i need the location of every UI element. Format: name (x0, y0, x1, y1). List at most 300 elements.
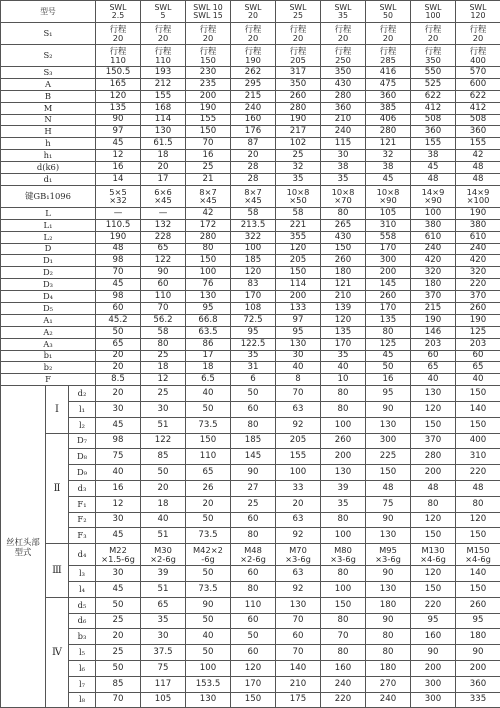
value-cell: 97 (96, 126, 141, 138)
value-line: ×45 (186, 196, 230, 205)
value-cell (321, 185, 366, 207)
param-label: A₂ (1, 326, 96, 338)
value-cell (276, 544, 321, 566)
value-cell (276, 23, 321, 45)
table-row (1, 219, 500, 231)
table-row (1, 267, 500, 279)
value-cell: 280 (366, 126, 411, 138)
value-cell: 70 (141, 303, 186, 315)
value-line: 行程 (231, 25, 275, 34)
value-cell: 130 (366, 582, 411, 598)
value-cell: 80 (321, 402, 366, 418)
value-cell: 120 (96, 90, 141, 102)
value-cell: 160 (411, 629, 456, 645)
value-cell: 155 (456, 138, 500, 150)
value-line: 10×8 (366, 188, 410, 197)
value-cell: 172 (186, 219, 231, 231)
value-cell: 92 (276, 417, 321, 433)
value-cell: 133 (276, 303, 321, 315)
param-label: D₉ (69, 465, 96, 481)
table-row (1, 661, 500, 677)
value-cell: 508 (411, 114, 456, 126)
value-cell: 190 (276, 114, 321, 126)
value-cell: 420 (456, 255, 500, 267)
value-cell: 146 (411, 326, 456, 338)
value-cell: 80 (366, 326, 411, 338)
value-cell: 70 (276, 613, 321, 629)
value-cell: 50 (141, 465, 186, 481)
value-cell: — (96, 207, 141, 219)
model-header (231, 1, 276, 23)
value-cell: 335 (456, 692, 500, 708)
value-cell: 85 (96, 676, 141, 692)
param-label: F₃ (69, 528, 96, 544)
model-header (366, 1, 411, 23)
param-label: b₃ (69, 629, 96, 645)
value-cell: 65 (411, 362, 456, 374)
value-line: ×90 (366, 196, 410, 205)
value-cell: — (141, 207, 186, 219)
value-line: 行程 (276, 25, 320, 34)
value-cell: 58 (276, 207, 321, 219)
param-label: d₆ (69, 613, 96, 629)
param-label: D (1, 243, 96, 255)
value-cell: 310 (366, 219, 411, 231)
param-label: b₂ (1, 362, 96, 374)
value-cell: 430 (321, 78, 366, 90)
value-line: 行程 (141, 25, 185, 34)
value-cell: 370 (411, 291, 456, 303)
value-line: 20 (96, 34, 140, 43)
value-cell: 160 (231, 114, 276, 126)
value-cell: 190 (456, 314, 500, 326)
value-line: 行程 (321, 47, 365, 56)
model-name: SWL (231, 4, 275, 12)
value-cell: 50 (186, 512, 231, 528)
value-cell: 48 (456, 174, 500, 186)
value-cell: 50 (366, 362, 411, 374)
value-cell: 190 (411, 314, 456, 326)
value-cell: 42 (186, 207, 231, 219)
value-cell: 212 (141, 78, 186, 90)
value-cell: 95 (231, 326, 276, 338)
param-label: D₄ (1, 291, 96, 303)
value-cell: 6 (231, 374, 276, 386)
value-cell: 51 (141, 417, 186, 433)
value-line: ×45 (141, 196, 185, 205)
value-cell: 228 (141, 231, 186, 243)
value-cell: 100 (321, 417, 366, 433)
value-line: M150 (456, 546, 500, 555)
value-cell: 40 (411, 374, 456, 386)
value-line: M80 (321, 546, 365, 555)
value-cell: 80 (321, 512, 366, 528)
value-cell: 45 (96, 582, 141, 598)
value-cell (411, 544, 456, 566)
value-cell: 40 (186, 386, 231, 402)
value-line: 行程 (96, 47, 140, 56)
value-cell (141, 23, 186, 45)
value-cell: 122 (141, 255, 186, 267)
value-line: 行程 (321, 25, 365, 34)
table-row (1, 433, 500, 449)
value-cell: 135 (321, 326, 366, 338)
value-cell: 225 (366, 449, 411, 465)
model-size: SWL 15 (186, 12, 230, 20)
value-cell: 610 (411, 231, 456, 243)
value-line: M22 (96, 546, 140, 555)
section-title-line: 型式 (1, 547, 45, 557)
value-cell: 8.5 (96, 374, 141, 386)
value-cell: 17 (186, 350, 231, 362)
value-cell: 95 (186, 303, 231, 315)
value-line: 400 (456, 56, 500, 65)
value-cell: 58 (231, 207, 276, 219)
param-label: D₇ (69, 433, 96, 449)
value-cell: 30 (96, 512, 141, 528)
value-cell: 75 (366, 496, 411, 512)
value-cell: 205 (276, 255, 321, 267)
value-cell: 610 (456, 231, 500, 243)
model-header (96, 1, 141, 23)
value-cell: 17 (141, 174, 186, 186)
value-cell: 28 (231, 162, 276, 174)
value-cell (141, 45, 186, 67)
value-line: M30 (141, 546, 185, 555)
table-row (1, 597, 500, 613)
value-cell: 280 (411, 449, 456, 465)
value-cell: 90 (141, 267, 186, 279)
value-cell: 185 (231, 433, 276, 449)
value-cell: 16 (186, 150, 231, 162)
value-cell: 80 (141, 338, 186, 350)
value-cell (186, 23, 231, 45)
value-cell: 114 (141, 114, 186, 126)
param-label: D₁ (1, 255, 96, 267)
value-cell: 130 (366, 417, 411, 433)
value-cell: 35 (231, 350, 276, 362)
value-cell: 150 (456, 386, 500, 402)
value-cell: 317 (276, 67, 321, 79)
value-cell: 50 (231, 629, 276, 645)
value-cell: 66.8 (186, 314, 231, 326)
value-line: 150 (186, 56, 230, 65)
value-cell (321, 45, 366, 67)
value-cell: 135 (366, 314, 411, 326)
table-row (1, 374, 500, 386)
model-header (321, 1, 366, 23)
model-size: 50 (366, 12, 410, 20)
value-cell: 70 (96, 692, 141, 708)
value-cell (96, 185, 141, 207)
value-cell: 150 (186, 126, 231, 138)
value-line: 行程 (186, 47, 230, 56)
value-cell: 80 (366, 629, 411, 645)
value-cell: 40 (141, 512, 186, 528)
value-cell: 600 (456, 78, 500, 90)
value-cell: 80 (321, 386, 366, 402)
value-cell: 155 (276, 449, 321, 465)
value-cell: 38 (411, 150, 456, 162)
value-line: 8×7 (186, 188, 230, 197)
value-line: 行程 (366, 47, 410, 56)
value-line: ×90 (411, 196, 455, 205)
value-cell: 508 (456, 114, 500, 126)
value-cell: 412 (456, 102, 500, 114)
value-cell: 150 (456, 528, 500, 544)
value-cell: 32 (276, 162, 321, 174)
value-cell: 70 (186, 138, 231, 150)
value-cell: 90 (366, 613, 411, 629)
param-label: N (1, 114, 96, 126)
param-label: M (1, 102, 96, 114)
value-cell: 220 (456, 279, 500, 291)
value-cell: 150 (276, 267, 321, 279)
value-cell: 295 (231, 78, 276, 90)
value-cell: 380 (456, 219, 500, 231)
value-cell: 265 (321, 219, 366, 231)
table-row (1, 629, 500, 645)
value-cell: 20 (96, 629, 141, 645)
value-line: ×4-6g (456, 555, 500, 564)
value-cell (366, 23, 411, 45)
value-line: 行程 (231, 47, 275, 56)
value-cell: 300 (366, 255, 411, 267)
value-cell: 120 (456, 512, 500, 528)
value-cell: 30 (141, 629, 186, 645)
value-cell: 50 (96, 661, 141, 677)
value-cell: 130 (321, 465, 366, 481)
value-cell: 35 (276, 174, 321, 186)
table-row (1, 162, 500, 174)
value-cell: 260 (456, 303, 500, 315)
value-cell: 45 (366, 174, 411, 186)
value-line: 110 (96, 56, 140, 65)
value-cell: 35 (141, 613, 186, 629)
value-cell: 48 (411, 481, 456, 497)
value-cell: 300 (411, 676, 456, 692)
value-cell: 97 (276, 314, 321, 326)
param-label: A (1, 78, 96, 90)
value-cell (411, 45, 456, 67)
value-cell: 220 (456, 465, 500, 481)
value-cell: 20 (141, 162, 186, 174)
table-row (1, 67, 500, 79)
value-cell: 170 (231, 676, 276, 692)
param-label: h₁ (1, 150, 96, 162)
value-cell: 60 (231, 402, 276, 418)
value-cell: 40 (276, 362, 321, 374)
value-cell: 100 (186, 661, 231, 677)
value-cell: 200 (276, 291, 321, 303)
value-cell: 122 (141, 433, 186, 449)
value-cell: 35 (321, 496, 366, 512)
value-cell: 200 (411, 465, 456, 481)
value-cell: 120 (276, 243, 321, 255)
value-line: -6g (186, 555, 230, 564)
value-cell: 38 (321, 162, 366, 174)
value-cell: 90 (456, 645, 500, 661)
model-name: SWL 10 (186, 4, 230, 12)
value-cell: 570 (456, 67, 500, 79)
value-cell: 416 (366, 67, 411, 79)
header-row (1, 1, 500, 23)
section-title-line: 丝杠头部 (1, 537, 45, 547)
model-size: 25 (276, 12, 320, 20)
param-label: d₅ (69, 597, 96, 613)
value-cell: 63 (276, 402, 321, 418)
value-cell (231, 45, 276, 67)
model-name: SWL (276, 4, 320, 12)
value-cell: 30 (276, 350, 321, 362)
table-row (1, 174, 500, 186)
table-row (1, 350, 500, 362)
value-cell: 145 (366, 279, 411, 291)
model-size: 2.5 (96, 12, 140, 20)
value-line: 20 (276, 34, 320, 43)
value-cell: 240 (411, 243, 456, 255)
model-header (141, 1, 186, 23)
table-row (1, 243, 500, 255)
value-cell: 80 (231, 417, 276, 433)
value-cell: 360 (321, 102, 366, 114)
value-cell: 20 (231, 150, 276, 162)
value-cell (456, 45, 500, 67)
value-cell: 100 (321, 582, 366, 598)
value-cell: 75 (141, 661, 186, 677)
value-cell: 18 (141, 496, 186, 512)
model-name: SWL (321, 4, 365, 12)
table-row (1, 303, 500, 315)
value-cell: 270 (366, 676, 411, 692)
value-cell (96, 23, 141, 45)
table-row (1, 528, 500, 544)
value-cell: 16 (96, 162, 141, 174)
param-label: d₂ (69, 386, 96, 402)
value-cell: 20 (276, 496, 321, 512)
table-row (1, 326, 500, 338)
value-cell: 150 (186, 255, 231, 267)
value-cell: 12 (141, 374, 186, 386)
value-line: ×100 (456, 196, 500, 205)
value-cell: 60 (231, 512, 276, 528)
value-cell: 180 (366, 597, 411, 613)
value-cell: 155 (186, 114, 231, 126)
value-line: 行程 (411, 25, 455, 34)
value-cell: 130 (186, 692, 231, 708)
value-cell: 160 (321, 661, 366, 677)
value-cell: 125 (366, 338, 411, 350)
value-cell: 20 (96, 350, 141, 362)
value-cell: 360 (456, 676, 500, 692)
value-cell: 110 (141, 291, 186, 303)
value-cell: 86 (186, 338, 231, 350)
table-row (1, 338, 500, 350)
value-cell: 150 (321, 597, 366, 613)
value-line: ×2-6g (231, 555, 275, 564)
value-cell: 622 (411, 90, 456, 102)
value-cell: 25 (96, 645, 141, 661)
table-row (1, 138, 500, 150)
value-cell: 150.5 (96, 67, 141, 79)
value-cell: 360 (411, 126, 456, 138)
table-row (1, 692, 500, 708)
table-row (1, 185, 500, 207)
value-cell: 135 (96, 102, 141, 114)
value-cell: 200 (366, 267, 411, 279)
value-cell: 40 (186, 629, 231, 645)
value-cell: 150 (456, 582, 500, 598)
value-cell: 280 (276, 102, 321, 114)
value-line: ×3-6g (276, 555, 320, 564)
value-cell: 90 (366, 566, 411, 582)
value-cell: 65 (186, 465, 231, 481)
value-line: 行程 (366, 25, 410, 34)
value-cell: 98 (96, 255, 141, 267)
value-cell: 45 (96, 138, 141, 150)
value-cell: 48 (456, 162, 500, 174)
value-cell: 132 (141, 219, 186, 231)
value-cell: 42 (456, 150, 500, 162)
table-row (1, 481, 500, 497)
value-cell: 32 (366, 150, 411, 162)
value-line: 14×9 (456, 188, 500, 197)
table-row (1, 386, 500, 402)
value-cell: 230 (186, 67, 231, 79)
value-cell: 70 (276, 645, 321, 661)
value-cell (366, 45, 411, 67)
param-label: l₁ (69, 402, 96, 418)
value-cell: 220 (411, 597, 456, 613)
value-cell: 300 (366, 433, 411, 449)
value-cell: 280 (186, 231, 231, 243)
section-title (1, 386, 46, 708)
value-cell: 90 (96, 114, 141, 126)
value-cell: 80 (231, 528, 276, 544)
value-cell: 150 (366, 465, 411, 481)
value-line: 行程 (186, 25, 230, 34)
value-cell: 115 (321, 138, 366, 150)
table-row (1, 676, 500, 692)
value-cell: 170 (231, 291, 276, 303)
value-cell: 550 (411, 67, 456, 79)
value-cell: 50 (186, 566, 231, 582)
value-cell: 20 (141, 481, 186, 497)
value-cell: 50 (96, 326, 141, 338)
value-cell: 140 (456, 402, 500, 418)
value-line: 行程 (276, 47, 320, 56)
param-label: h (1, 138, 96, 150)
value-cell: 80 (321, 645, 366, 661)
value-cell: 95 (411, 613, 456, 629)
value-cell: 170 (366, 243, 411, 255)
value-cell (411, 185, 456, 207)
model-header (276, 1, 321, 23)
value-cell: 98 (96, 433, 141, 449)
value-cell: 108 (231, 303, 276, 315)
param-label: l₇ (69, 676, 96, 692)
value-cell: 200 (411, 661, 456, 677)
value-cell (141, 544, 186, 566)
value-cell: 125 (456, 326, 500, 338)
value-cell: 120 (411, 566, 456, 582)
table-row (1, 544, 500, 566)
value-cell: 35 (321, 174, 366, 186)
value-cell: 213.5 (231, 219, 276, 231)
table-row (1, 90, 500, 102)
value-cell: 27 (231, 481, 276, 497)
value-cell: 145 (231, 449, 276, 465)
